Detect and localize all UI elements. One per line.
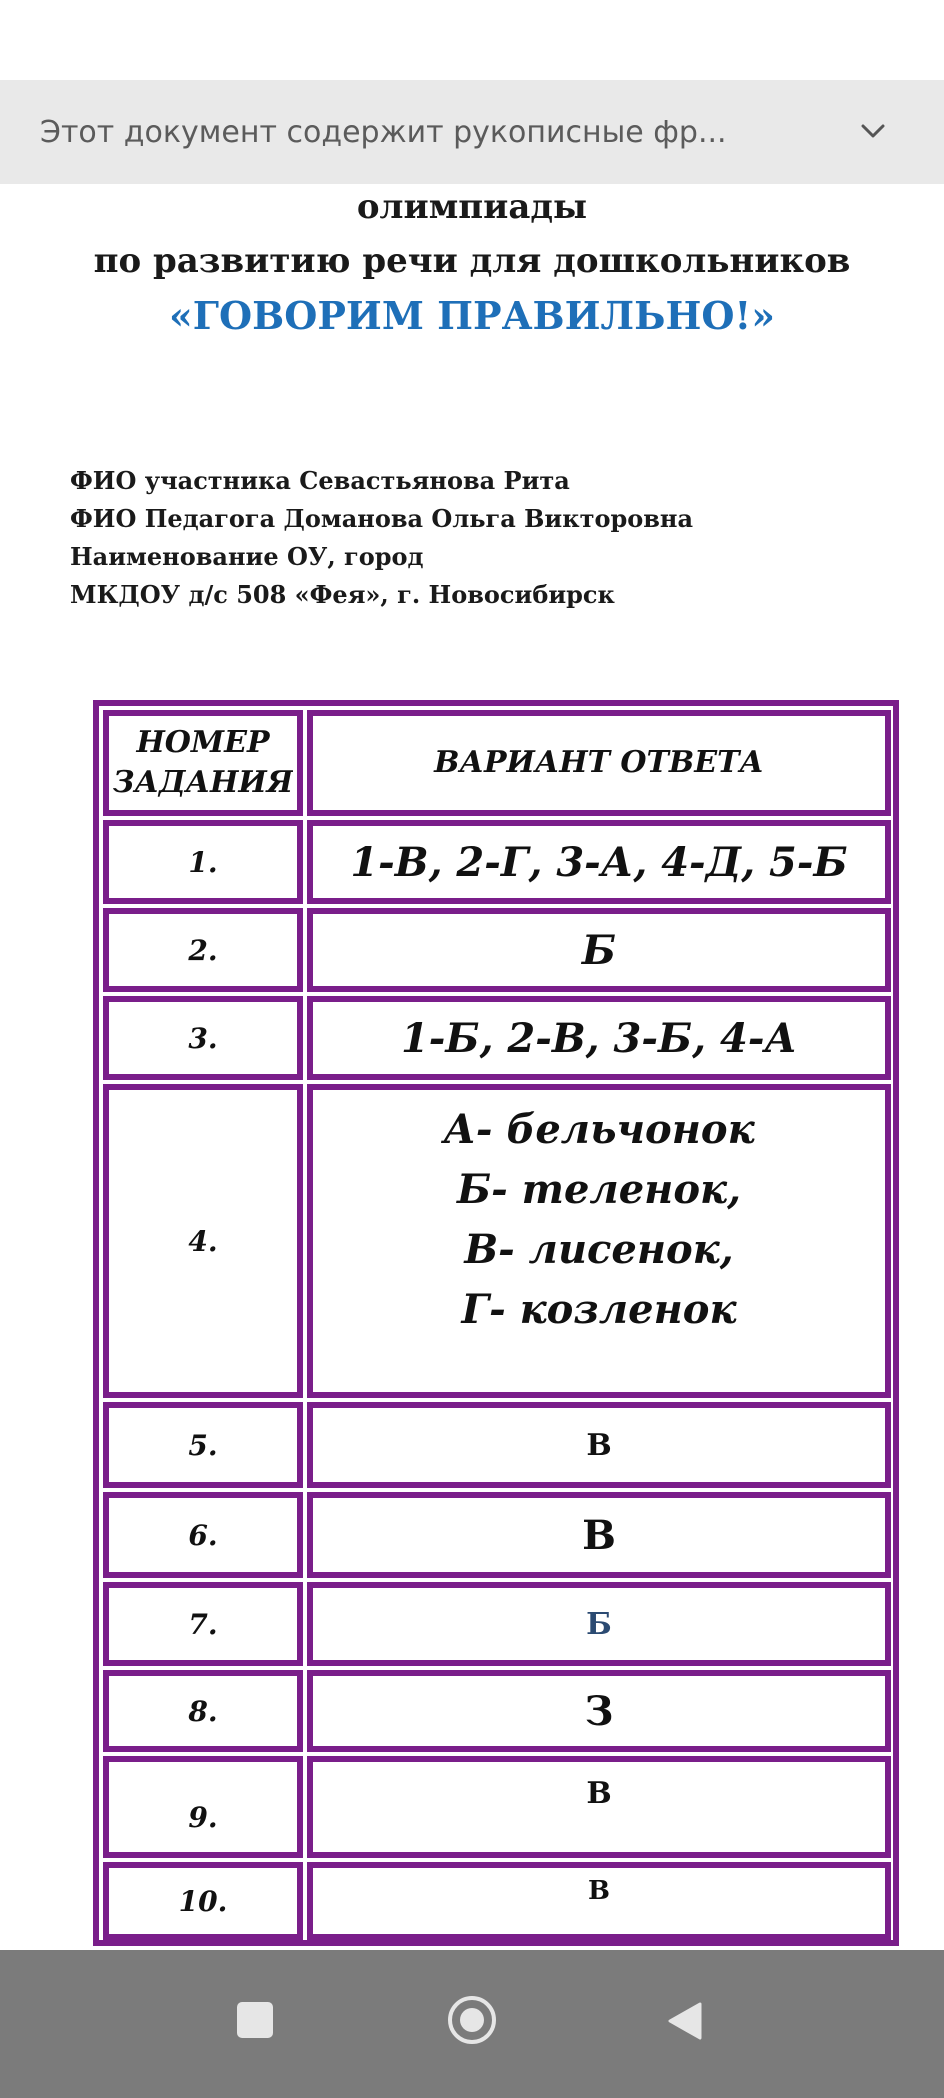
participant-info	[70, 462, 693, 614]
row-answer: 1-В, 2-Г, 3-А, 4-Д, 5-Б	[307, 820, 891, 904]
organization-name: МКДОУ д/с 508 «Фея», г. Новосибирск	[70, 580, 615, 609]
square-recents-icon[interactable]	[237, 2002, 273, 2038]
row-number: 3.	[103, 996, 303, 1080]
row-number: 5.	[103, 1402, 303, 1488]
table-row	[99, 1084, 893, 1398]
table-row	[99, 1492, 893, 1578]
row-answer: Б	[307, 908, 891, 992]
row-number: 2.	[103, 908, 303, 992]
handwriting-notice-banner[interactable]	[0, 80, 944, 184]
row-number: 1.	[103, 820, 303, 904]
row-answer: В	[307, 1862, 891, 1940]
header-line-2: по развитию речи для дошкольников	[93, 241, 851, 281]
table-row	[99, 1582, 893, 1666]
chevron-down-icon[interactable]	[858, 116, 888, 146]
answer-line: Г- козленок	[461, 1286, 737, 1333]
table-row	[99, 1402, 893, 1488]
row-number: 10.	[103, 1862, 303, 1940]
banner-text: Этот документ содержит рукописные фр...	[40, 114, 727, 150]
table-row	[99, 908, 893, 992]
row-number: 4.	[103, 1084, 303, 1398]
row-number: 7.	[103, 1582, 303, 1666]
row-answer: Б	[307, 1582, 891, 1666]
row-answer	[307, 1084, 891, 1398]
row-answer: В	[307, 1492, 891, 1578]
organization-label: Наименование ОУ, город	[70, 542, 424, 571]
row-number: 6.	[103, 1492, 303, 1578]
row-number: 9.	[103, 1756, 303, 1858]
header-answer: ВАРИАНТ ОТВЕТА	[307, 710, 891, 816]
participant-name: ФИО участника Севастьянова Рита	[70, 466, 570, 495]
table-row	[99, 820, 893, 904]
table-header-row	[99, 710, 893, 816]
table-row	[99, 1670, 893, 1752]
answer-line: Б- теленок,	[456, 1166, 742, 1213]
answers-table	[93, 700, 899, 1946]
row-answer: З	[307, 1670, 891, 1752]
navigation-bar	[0, 1950, 944, 2098]
document-header	[0, 180, 944, 344]
answer-line: В- лисенок,	[464, 1226, 734, 1273]
teacher-name: ФИО Педагога Доманова Ольга Викторовна	[70, 504, 694, 533]
row-answer: В	[307, 1756, 891, 1858]
table-row	[99, 1756, 893, 1858]
header-line-1: олимпиады	[356, 187, 588, 227]
row-answer: 1-Б, 2-В, 3-Б, 4-А	[307, 996, 891, 1080]
circle-home-icon[interactable]	[446, 1994, 498, 2046]
table-row	[99, 996, 893, 1080]
header-number: НОМЕР ЗАДАНИЯ	[103, 710, 303, 816]
table-row	[99, 1862, 893, 1940]
triangle-back-icon[interactable]	[664, 2000, 704, 2042]
row-answer: В	[307, 1402, 891, 1488]
olympiad-title: «ГОВОРИМ ПРАВИЛЬНО!»	[169, 293, 775, 338]
answer-line: А- бельчонок	[443, 1106, 755, 1153]
row-number: 8.	[103, 1670, 303, 1752]
